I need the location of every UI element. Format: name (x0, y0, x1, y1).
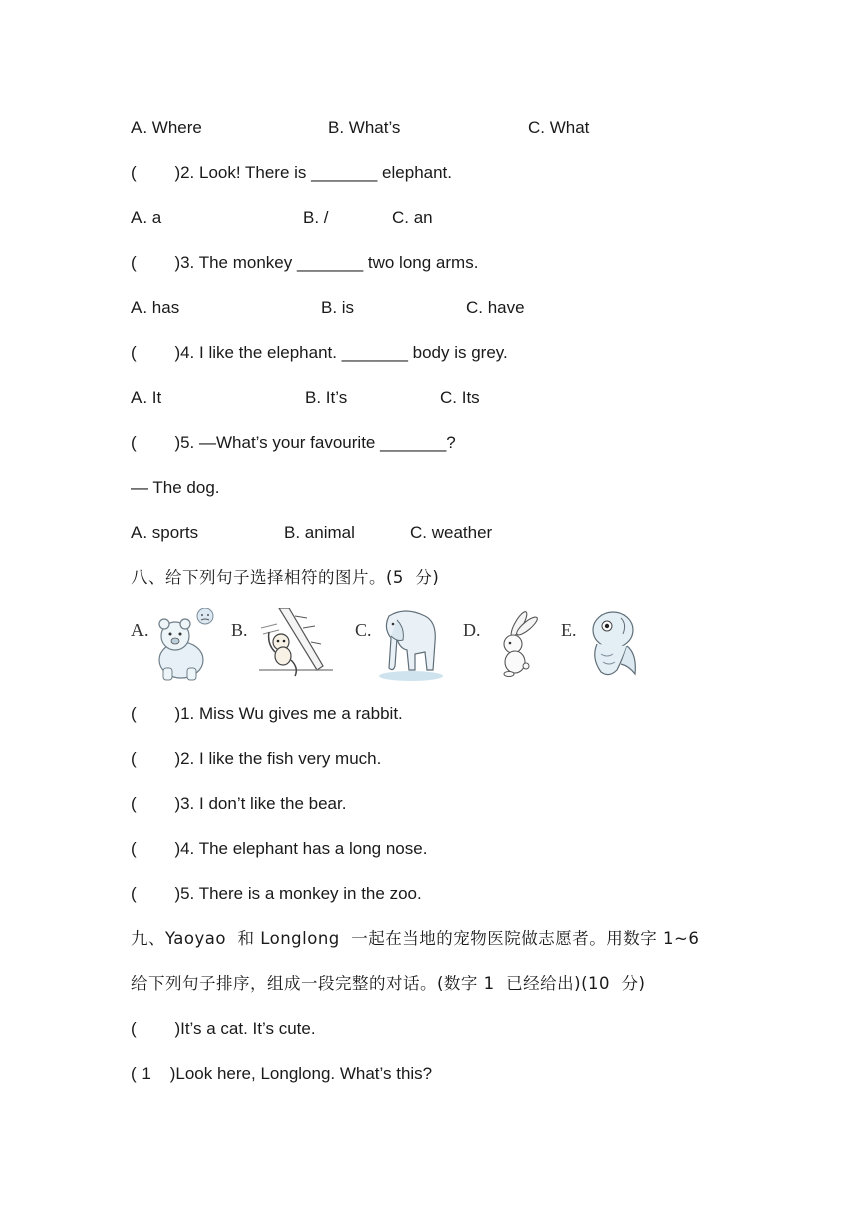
picture-a (131, 608, 216, 686)
q4-option-b: B. It’s (305, 388, 348, 407)
question-3: ( )3. The monkey _______ two long arms. (131, 253, 479, 272)
q5-option-c: C. weather (410, 523, 493, 542)
section-9-heading-line2: 给下列句子排序，组成一段完整的对话。(数字 1 已经给出)(10 分) (131, 974, 646, 993)
rabbit-icon (489, 608, 539, 682)
section-9-heading-line1: 九、Yaoyao 和 Longlong 一起在当地的宠物医院做志愿者。用数字 1~6 (131, 929, 700, 948)
elephant-icon (375, 608, 443, 682)
s9-item-1: ( )It’s a cat. It’s cute. (131, 1019, 316, 1038)
q5-answer: — The dog. (131, 478, 220, 497)
section-8-heading: 八、给下列句子选择相符的图片。(5 分) (131, 568, 440, 587)
fish-icon (587, 608, 645, 682)
q5-option-a: A. sports (131, 523, 199, 542)
q3-option-b: B. is (321, 298, 355, 317)
q3-option-c: C. have (466, 298, 525, 317)
q1-option-c: C. What (528, 118, 590, 137)
s8-item-1: ( )1. Miss Wu gives me a rabbit. (131, 704, 403, 723)
picture-a-label: A. (131, 620, 149, 640)
q2-option-a: A. a (131, 208, 162, 227)
question-5: ( )5. —What’s your favourite _______? (131, 433, 456, 452)
s8-item-4: ( )4. The elephant has a long nose. (131, 839, 428, 858)
q2-option-b: B. / (303, 208, 329, 227)
picture-e-label: E. (561, 620, 577, 640)
q4-option-c: C. Its (440, 388, 480, 407)
picture-row (131, 608, 651, 686)
q2-option-c: C. an (392, 208, 433, 227)
picture-c-label: C. (355, 620, 372, 640)
picture-b (231, 608, 336, 686)
s8-item-3: ( )3. I don’t like the bear. (131, 794, 347, 813)
question-4: ( )4. I like the elephant. _______ body is grey. (131, 343, 508, 362)
q5-option-b: B. animal (284, 523, 355, 542)
q4-option-a: A. It (131, 388, 162, 407)
s8-item-2: ( )2. I like the fish very much. (131, 749, 382, 768)
picture-d-label: D. (463, 620, 481, 640)
monkey-icon (259, 608, 335, 682)
picture-b-label: B. (231, 620, 248, 640)
q1-option-b: B. What’s (328, 118, 401, 137)
picture-c (355, 608, 445, 686)
q3-option-a: A. has (131, 298, 180, 317)
picture-d (463, 608, 543, 686)
bear-icon (155, 608, 215, 682)
question-2: ( )2. Look! There is _______ elephant. (131, 163, 452, 182)
s9-item-2: ( 1 )Look here, Longlong. What’s this? (131, 1064, 433, 1083)
picture-e (561, 608, 651, 686)
s8-item-5: ( )5. There is a monkey in the zoo. (131, 884, 422, 903)
q1-option-a: A. Where (131, 118, 202, 137)
